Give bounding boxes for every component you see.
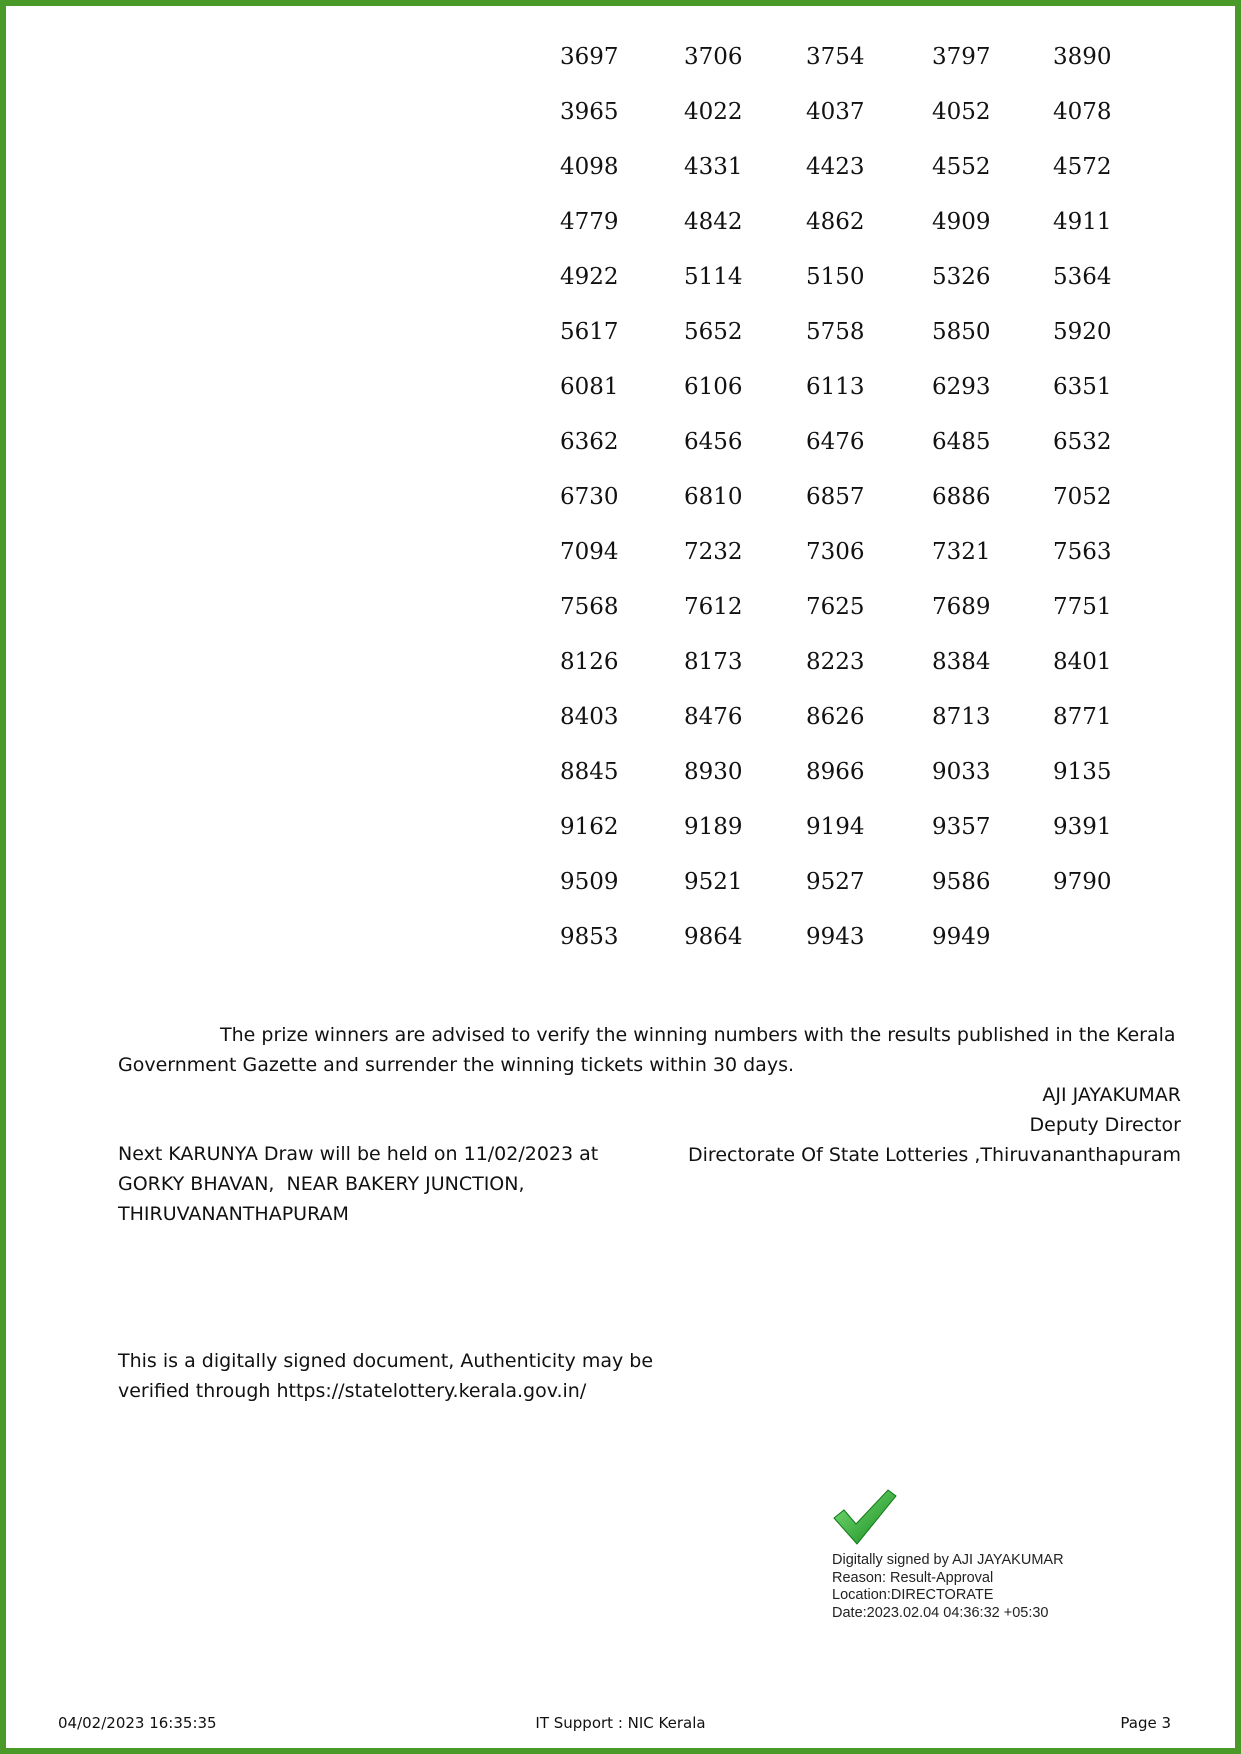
winning-number: 5652 <box>684 319 743 345</box>
winning-number: 3797 <box>932 44 991 70</box>
winning-number: 8401 <box>1053 649 1112 675</box>
footer-page-number: Page 3 <box>1120 1714 1171 1732</box>
winning-number: 4552 <box>932 154 991 180</box>
next-draw-line-2: GORKY BHAVAN, NEAR BAKERY JUNCTION, <box>118 1173 525 1195</box>
winning-number: 8966 <box>806 759 865 785</box>
winning-number: 5150 <box>806 264 865 290</box>
winning-number: 6886 <box>932 484 991 510</box>
winning-number: 9135 <box>1053 759 1112 785</box>
next-draw-line-1: Next KARUNYA Draw will be held on 11/02/2023 at <box>118 1143 599 1165</box>
next-draw-info <box>118 1139 678 1229</box>
winning-number: 9586 <box>932 869 991 895</box>
winning-number: 4098 <box>560 154 619 180</box>
winning-number: 6476 <box>806 429 865 455</box>
winning-number: 4052 <box>932 99 991 125</box>
winning-number: 5326 <box>932 264 991 290</box>
footer-timestamp: 04/02/2023 16:35:35 <box>58 1714 217 1732</box>
winning-number: 5114 <box>684 264 743 290</box>
winning-number: 8173 <box>684 649 743 675</box>
winning-numbers-grid <box>560 44 1120 979</box>
winning-number: 9509 <box>560 869 619 895</box>
winning-number: 4037 <box>806 99 865 125</box>
number-row <box>560 924 1120 979</box>
winning-number: 4911 <box>1053 209 1112 235</box>
winning-number: 4909 <box>932 209 991 235</box>
winning-number: 4572 <box>1053 154 1112 180</box>
check-icon <box>832 1488 898 1546</box>
winning-number: 4779 <box>560 209 619 235</box>
reason-text: Reason: Result-Approval <box>832 1569 994 1586</box>
winning-number: 9527 <box>806 869 865 895</box>
winning-number: 9391 <box>1053 814 1112 840</box>
winning-number: 8713 <box>932 704 991 730</box>
winning-number: 7306 <box>806 539 865 565</box>
number-row <box>560 154 1120 209</box>
number-row <box>560 649 1120 704</box>
winning-number: 6293 <box>932 374 991 400</box>
winning-number: 4022 <box>684 99 743 125</box>
winning-number: 8845 <box>560 759 619 785</box>
digital-note-line-1: This is a digitally signed document, Authenticity may be <box>118 1350 654 1372</box>
winning-number: 8223 <box>806 649 865 675</box>
winning-number: 6362 <box>560 429 619 455</box>
number-row <box>560 429 1120 484</box>
number-row <box>560 594 1120 649</box>
winning-number: 9357 <box>932 814 991 840</box>
signatory-name: AJI JAYAKUMAR <box>1042 1084 1181 1106</box>
winning-number: 5617 <box>560 319 619 345</box>
advisory-text: The prize winners are advised to verify the winning numbers with the results published in the Kerala Government Gazette and surrender the winning tickets within 30 days. <box>118 1024 1176 1076</box>
winning-number: 4862 <box>806 209 865 235</box>
winning-number: 3706 <box>684 44 743 70</box>
number-row <box>560 484 1120 539</box>
digital-note-line-2: verified through https://statelottery.kerala.gov.in/ <box>118 1380 587 1402</box>
winning-number: 9853 <box>560 924 619 950</box>
winning-number: 8626 <box>806 704 865 730</box>
winning-number: 6351 <box>1053 374 1112 400</box>
winning-number: 9949 <box>932 924 991 950</box>
winning-number: 6113 <box>806 374 865 400</box>
winning-number: 9189 <box>684 814 743 840</box>
winning-number: 7568 <box>560 594 619 620</box>
location-text: Location:DIRECTORATE <box>832 1587 994 1603</box>
digital-signature-stamp <box>832 1488 1064 1622</box>
winning-number: 9162 <box>560 814 619 840</box>
signed-by-text: Digitally signed by AJI JAYAKUMAR <box>832 1552 1064 1568</box>
winning-number: 7563 <box>1053 539 1112 565</box>
number-row <box>560 759 1120 814</box>
winning-number: 6081 <box>560 374 619 400</box>
winning-number: 9943 <box>806 924 865 950</box>
number-row <box>560 319 1120 374</box>
winning-number: 9033 <box>932 759 991 785</box>
number-row <box>560 704 1120 759</box>
winning-number: 3890 <box>1053 44 1112 70</box>
winning-number: 7321 <box>932 539 991 565</box>
winning-number: 6485 <box>932 429 991 455</box>
winning-number: 5364 <box>1053 264 1112 290</box>
winning-number: 6532 <box>1053 429 1112 455</box>
winning-number: 3697 <box>560 44 619 70</box>
winning-number: 7094 <box>560 539 619 565</box>
winning-number: 5920 <box>1053 319 1112 345</box>
winning-number: 8384 <box>932 649 991 675</box>
winning-number: 4842 <box>684 209 743 235</box>
winning-number: 8126 <box>560 649 619 675</box>
winning-number: 7052 <box>1053 484 1112 510</box>
winning-number: 4922 <box>560 264 619 290</box>
winning-number: 8771 <box>1053 704 1112 730</box>
next-draw-line-3: THIRUVANANTHAPURAM <box>118 1203 349 1225</box>
winning-number: 9790 <box>1053 869 1112 895</box>
number-row <box>560 374 1120 429</box>
date-text: Date:2023.02.04 04:36:32 +05:30 <box>832 1604 1049 1621</box>
winning-number: 8930 <box>684 759 743 785</box>
number-row <box>560 209 1120 264</box>
winning-number: 9864 <box>684 924 743 950</box>
winning-number: 6857 <box>806 484 865 510</box>
number-row <box>560 869 1120 924</box>
winning-number: 6810 <box>684 484 743 510</box>
footer-support: IT Support : NIC Kerala <box>535 1714 706 1732</box>
winning-number: 3965 <box>560 99 619 125</box>
winning-number: 7751 <box>1053 594 1112 620</box>
winning-number: 7612 <box>684 594 743 620</box>
number-row <box>560 264 1120 319</box>
winning-number: 5850 <box>932 319 991 345</box>
winning-number: 3754 <box>806 44 865 70</box>
digital-signature-note <box>118 1346 678 1406</box>
number-row <box>560 99 1120 154</box>
signatory-office: Directorate Of State Lotteries ,Thiruvananthapuram <box>688 1144 1181 1166</box>
number-row <box>560 44 1120 99</box>
winning-number: 9194 <box>806 814 865 840</box>
winning-number: 6106 <box>684 374 743 400</box>
winning-number: 8403 <box>560 704 619 730</box>
winning-number: 8476 <box>684 704 743 730</box>
winning-number: 4331 <box>684 154 743 180</box>
signatory-designation: Deputy Director <box>1029 1114 1181 1136</box>
winning-number: 4423 <box>806 154 865 180</box>
winning-number: 9521 <box>684 869 743 895</box>
winning-number: 5758 <box>806 319 865 345</box>
number-row <box>560 539 1120 594</box>
winning-number: 7625 <box>806 594 865 620</box>
number-row <box>560 814 1120 869</box>
winning-number: 6456 <box>684 429 743 455</box>
winning-number: 7232 <box>684 539 743 565</box>
signatory-block <box>688 1080 1181 1170</box>
winning-number: 4078 <box>1053 99 1112 125</box>
winning-number: 6730 <box>560 484 619 510</box>
winning-number: 7689 <box>932 594 991 620</box>
